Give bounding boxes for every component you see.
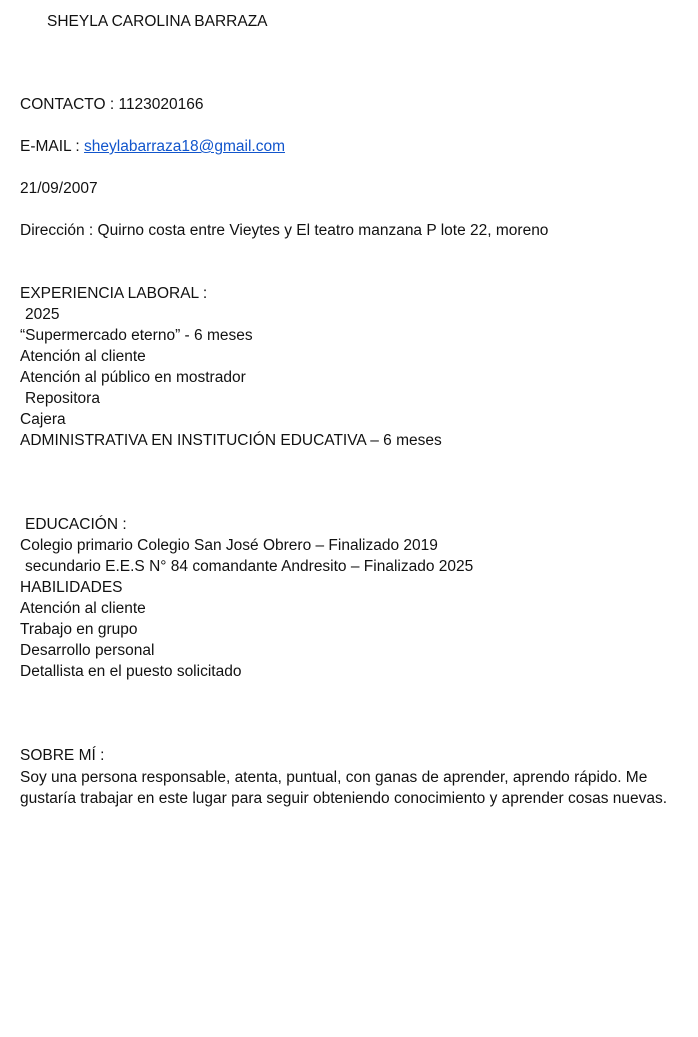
phone-label: CONTACTO : xyxy=(20,96,119,113)
experience-task: Atención al cliente xyxy=(20,348,146,365)
about-text: Soy una persona responsable, atenta, puntual, con ganas de aprender, aprendo rápido. Me gustaría trabajar en este lugar para seguir obteniendo conocimiento y aprender cosas nuevas. xyxy=(20,769,668,807)
skill-item: Detallista en el puesto solicitado xyxy=(20,663,242,680)
address-label: Dirección : xyxy=(20,222,98,239)
birth-date: 21/09/2007 xyxy=(20,180,98,197)
skills-heading: HABILIDADES xyxy=(20,579,123,596)
education-heading: EDUCACIÓN : xyxy=(25,516,127,533)
about-heading: SOBRE MÍ : xyxy=(20,747,105,764)
email-label: E-MAIL : xyxy=(20,138,85,155)
experience-task: Repositora xyxy=(25,390,100,407)
phone-value: 1123020166 xyxy=(118,96,204,113)
experience-task: Cajera xyxy=(20,411,66,428)
experience-heading: EXPERIENCIA LABORAL : xyxy=(20,285,208,302)
address-value: Quirno costa entre Vieytes y El teatro manzana P lote 22, moreno xyxy=(97,222,549,239)
email-link[interactable]: sheylabarraza18@gmail.com xyxy=(84,138,285,155)
experience-job-administrative: ADMINISTRATIVA EN INSTITUCIÓN EDUCATIVA – 6 meses xyxy=(20,432,442,449)
experience-job-supermarket: “Supermercado eterno” - 6 meses xyxy=(20,327,253,344)
experience-task: Atención al público en mostrador xyxy=(20,369,246,386)
applicant-name: SHEYLA CAROLINA BARRAZA xyxy=(47,13,268,30)
contact-phone-line xyxy=(20,96,204,114)
education-item: secundario E.E.S N° 84 comandante Andresito – Finalizado 2025 xyxy=(25,558,474,575)
address-line xyxy=(20,222,548,240)
contact-email-line xyxy=(20,138,285,156)
skill-item: Trabajo en grupo xyxy=(20,621,138,638)
experience-year: 2025 xyxy=(25,306,60,323)
skill-item: Desarrollo personal xyxy=(20,642,155,659)
skill-item: Atención al cliente xyxy=(20,600,146,617)
education-item: Colegio primario Colegio San José Obrero – Finalizado 2019 xyxy=(20,537,438,554)
